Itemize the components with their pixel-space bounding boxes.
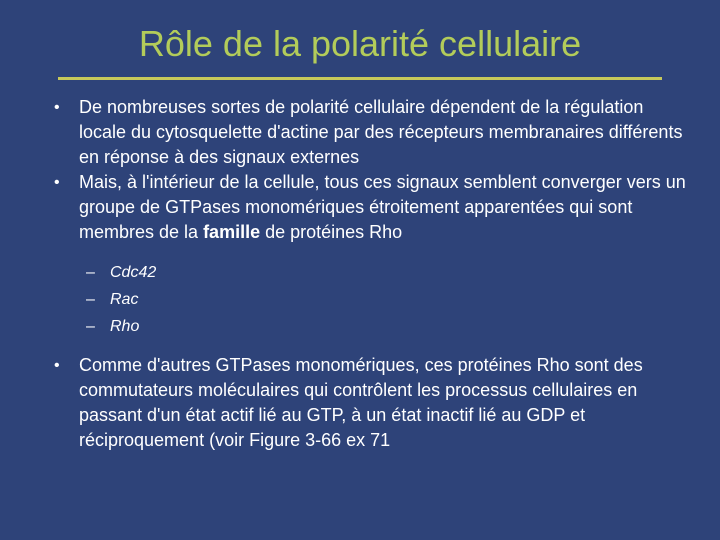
sub-item-rho: [86, 313, 692, 340]
sub-item-rac: [86, 286, 692, 313]
slide-content: [52, 95, 692, 453]
bullet-item-1: [52, 95, 692, 170]
dash-marker: –: [86, 264, 95, 281]
dash-marker: –: [86, 291, 95, 308]
sub-item-label: Rac: [110, 291, 139, 308]
bullet-marker: •: [54, 357, 60, 374]
title-underline: [58, 77, 662, 80]
sub-item-label: Rho: [110, 318, 140, 335]
bullet-text-start: Mais, à l'intérieur de la cellule, tous ces signaux semblent converger vers un groupe de GTPases monomériques étroitement apparentées qui sont membres de la: [79, 172, 686, 242]
sub-list: [52, 259, 692, 340]
bullet-marker: •: [54, 174, 60, 191]
bullet-item-2: [52, 170, 692, 245]
dash-marker: –: [86, 318, 95, 335]
bullet-item-3: [52, 353, 692, 453]
bullet-text-end: de protéines Rho: [260, 222, 403, 242]
slide-title: Rôle de la polarité cellulaire: [138, 23, 582, 64]
sub-item-cdc42: [86, 259, 692, 286]
bullet-marker: •: [54, 99, 60, 116]
bullet-text-bold: famille: [203, 222, 261, 242]
sub-item-label: Cdc42: [110, 264, 157, 281]
bullet-text: De nombreuses sortes de polarité cellulaire dépendent de la régulation locale du cytosquelette d'actine par des récepteurs membranaires différents en réponse à des signaux externes: [79, 97, 683, 167]
bullet-text: Comme d'autres GTPases monomériques, ces protéines Rho sont des commutateurs moléculaires qui contrôlent les processus cellulaires en passant d'un état actif lié au GTP, à un état inactif lié au GDP et réciproquement (voir Figure 3-66 ex 71: [79, 355, 643, 450]
